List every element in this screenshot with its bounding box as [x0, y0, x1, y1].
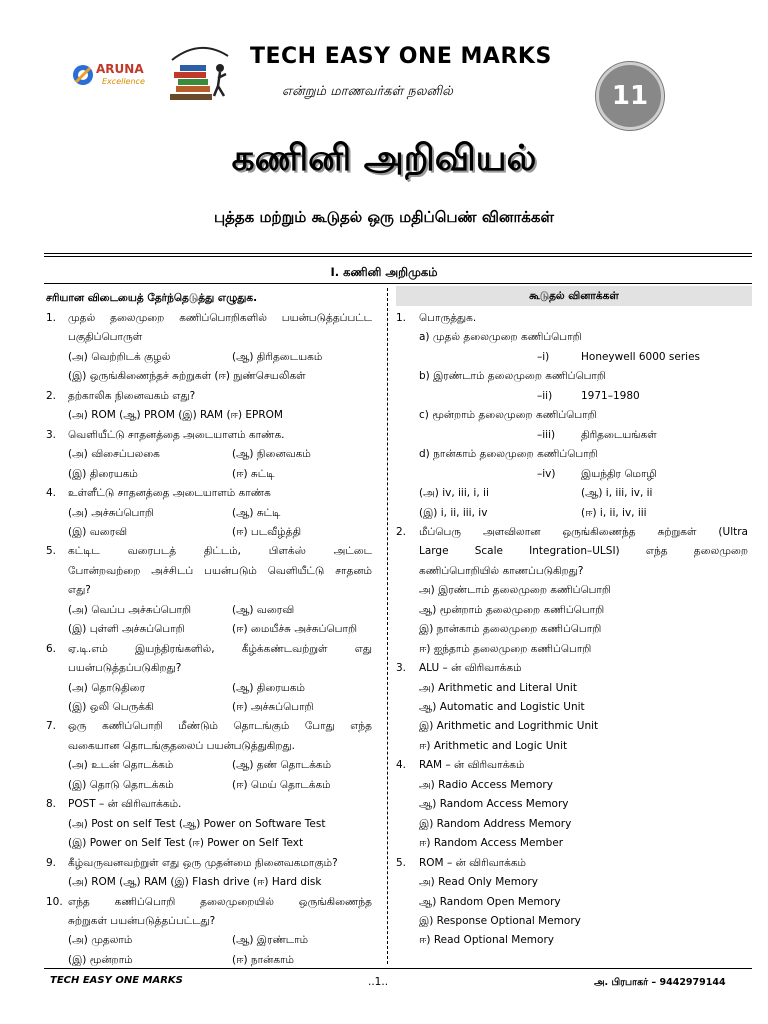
- right-line-text: c) மூன்றாம் தலைமுறை கணிப்பொறி: [419, 409, 597, 421]
- left-question-text: தற்காலிக நினைவகம் எது?: [68, 390, 196, 402]
- right-option-b: (ஈ) i, ii, iv, iii: [581, 507, 647, 519]
- right-question-text: ROM – ன் விரிவாக்கம்: [419, 857, 526, 869]
- left-line-text: (இ) ஒருங்கிணைந்தச் சுற்றுகள் (ஈ) நுண்செயலிகள்: [68, 370, 306, 382]
- right-line-text: ஆ) Random Access Memory: [419, 798, 569, 810]
- left-question-number: 2.: [46, 390, 57, 402]
- header-subtitle: என்றும் மாணவர்கள் நலனில்: [282, 84, 453, 99]
- left-option-b: (ஆ) திரிதடையகம்: [232, 351, 323, 363]
- left-option-a: (இ) மூன்றாம்: [68, 954, 133, 966]
- right-line-text: இ) Random Address Memory: [419, 818, 572, 830]
- left-option-a: (அ) வெப்ப அச்சுப்பொறி: [68, 604, 192, 616]
- right-match-value: Honeywell 6000 series: [581, 351, 701, 363]
- right-question-text: ALU – ன் விரிவாக்கம்: [419, 662, 522, 674]
- footer-left: TECH EASY ONE MARKS: [50, 975, 183, 986]
- right-line-text: அ) இரண்டாம் தலைமுறை கணிப்பொறி: [419, 584, 611, 596]
- left-option-b: (ஆ) சுட்டி: [232, 507, 281, 519]
- section-heading: I. கணினி அறிமுகம்: [330, 265, 438, 279]
- right-line-text: a) முதல் தலைமுறை கணிப்பொறி: [419, 331, 582, 343]
- aruna-logo-tag: Excellence: [102, 77, 145, 86]
- left-line-text: (அ) ROM (ஆ) RAM (இ) Flash drive (ஈ) Hard disk: [68, 876, 322, 888]
- left-line-text: சுற்றுகள் பயன்படுத்தப்பட்டது?: [68, 915, 216, 927]
- left-line-text: பகுதிப்பொருள்: [68, 331, 143, 343]
- left-line-text: (அ) Post on self Test (ஆ) Power on Software Test: [68, 818, 326, 830]
- right-line-text: அ) Arithmetic and Literal Unit: [419, 682, 577, 694]
- right-line-text: ஈ) Random Access Member: [419, 837, 564, 849]
- top-divider: [44, 253, 752, 254]
- right-line-text: ஈ) Arithmetic and Logic Unit: [419, 740, 568, 752]
- right-match-value: 1971–1980: [581, 390, 640, 402]
- footer-page-number: ..1..: [368, 976, 389, 988]
- top-divider-2: [44, 256, 752, 257]
- right-question-number: 2.: [396, 526, 407, 538]
- class-badge: 11: [596, 62, 664, 130]
- left-column-heading: சரியான விடையைத் தேர்ந்தெடுத்து எழுதுக.: [46, 292, 258, 304]
- right-line-text: அ) Read Only Memory: [419, 876, 538, 888]
- left-option-b: (ஈ) மெய் தொடக்கம்: [232, 779, 331, 791]
- left-option-a: (இ) ஒலி பெருக்கி: [68, 701, 154, 713]
- left-question-number: 10.: [46, 896, 63, 908]
- right-line-text: கணிப்பொறியில் காணப்படுகிறது?: [419, 565, 584, 577]
- right-question-number: 4.: [396, 759, 407, 771]
- footer-author: அ. பிரபாகர் – 9442979144: [594, 977, 726, 988]
- right-question-text: RAM – ன் விரிவாக்கம்: [419, 759, 525, 771]
- right-match-index: –ii): [537, 390, 553, 402]
- right-line-text: ஆ) Automatic and Logistic Unit: [419, 701, 585, 713]
- left-question-text: எந்த கணிப்பொறி தலைமுறையில் ஒருங்கிணைந்த: [68, 896, 372, 908]
- right-line-text: இ) நான்காம் தலைமுறை கணிப்பொறி: [419, 623, 602, 635]
- right-question-text: பொருத்துக.: [419, 312, 477, 324]
- right-column-heading: கூடுதல் வினாக்கள்: [396, 286, 752, 306]
- page-subtitle: புத்தக மற்றும் கூடுதல் ஒரு மதிப்பெண் வினாக்கள்: [213, 208, 555, 226]
- right-line-text: இ) Arithmetic and Logrithmic Unit: [419, 720, 599, 732]
- left-line-text: போன்றவற்றை அச்சிடப் பயன்படும் வெளியீட்டு சாதனம்: [68, 565, 372, 577]
- left-question-text: வெளியீட்டு சாதனத்தை அடையாளம் காண்க.: [68, 429, 285, 441]
- left-question-number: 9.: [46, 857, 57, 869]
- page-title: கணினி அறிவியல்: [231, 138, 537, 179]
- right-line-text: ஆ) Random Open Memory: [419, 896, 561, 908]
- footer-divider: [44, 968, 752, 969]
- right-line-text: அ) Radio Access Memory: [419, 779, 553, 791]
- left-question-number: 6.: [46, 643, 57, 655]
- left-option-b: (ஈ) படவீழ்த்தி: [232, 526, 302, 538]
- left-option-b: (ஆ) இரண்டாம்: [232, 934, 309, 946]
- right-option-b: (ஆ) i, iii, iv, ii: [581, 487, 653, 499]
- left-option-b: (ஈ) சுட்டி: [232, 468, 275, 480]
- left-option-b: (ஆ) திரையகம்: [232, 682, 305, 694]
- left-option-b: (ஆ) வரைவி: [232, 604, 295, 616]
- left-line-text: எது?: [68, 584, 91, 596]
- right-question-number: 1.: [396, 312, 407, 324]
- left-option-a: (அ) அச்சுப்பொறி: [68, 507, 154, 519]
- left-line-text: வகையான தொடங்குதலைப் பயன்படுத்துகிறது.: [68, 740, 295, 752]
- aruna-logo: [72, 60, 150, 90]
- left-option-a: (அ) வெற்றிடக் குழல்: [68, 351, 171, 363]
- left-question-text: ஏ.டி.எம் இயந்திரங்களில், கீழ்க்கண்டவற்றுள் எது: [68, 643, 372, 655]
- right-match-index: –iv): [537, 468, 556, 480]
- left-question-number: 7.: [46, 720, 57, 732]
- right-option-a: (இ) i, ii, iii, iv: [419, 507, 488, 519]
- left-option-b: (ஈ) அச்சுப்பொறி: [232, 701, 314, 713]
- header-title: TECH EASY ONE MARKS: [250, 44, 552, 69]
- left-question-text: POST – ன் விரிவாக்கம்.: [68, 798, 182, 810]
- left-option-a: (அ) முதலாம்: [68, 934, 133, 946]
- left-question-number: 8.: [46, 798, 57, 810]
- right-line-text: ஆ) மூன்றாம் தலைமுறை கணிப்பொறி: [419, 604, 605, 616]
- aruna-logo-text: ARUNA: [96, 62, 144, 76]
- left-question-text: கட்டிட வரைபடத் திட்டம், பிளக்ஸ் அட்டை: [68, 545, 372, 557]
- left-option-b: (ஈ) நான்காம்: [232, 954, 294, 966]
- right-match-value: இயந்திர மொழி: [581, 468, 657, 480]
- left-line-text: பயன்படுத்தப்படுகிறது?: [68, 662, 182, 674]
- left-question-text: உள்ளீட்டு சாதனத்தை அடையாளம் காண்க: [68, 487, 271, 499]
- right-line-text: இ) Response Optional Memory: [419, 915, 581, 927]
- right-line-text: ஈ) Read Optional Memory: [419, 934, 554, 946]
- left-question-text: ஒரு கணிப்பொறி மீண்டும் தொடங்கும் போது எந்த: [68, 720, 372, 732]
- section-divider: [44, 283, 752, 284]
- right-question-number: 5.: [396, 857, 407, 869]
- left-option-a: (இ) தொடு தொடக்கம்: [68, 779, 174, 791]
- right-question-text: மீப்பெரு அளவிலான ஒருங்கிணைந்த சுற்றுகள் (Ultra: [419, 526, 748, 538]
- left-option-a: (அ) தொடுதிரை: [68, 682, 146, 694]
- left-line-text: (அ) ROM (ஆ) PROM (இ) RAM (ஈ) EPROM: [68, 409, 283, 421]
- column-divider: [387, 288, 388, 964]
- right-question-number: 3.: [396, 662, 407, 674]
- right-line-text: b) இரண்டாம் தலைமுறை கணிப்பொறி: [419, 370, 606, 382]
- left-option-a: (அ) விசைப்பலகை: [68, 448, 160, 460]
- left-option-a: (இ) புள்ளி அச்சுப்பொறி: [68, 623, 185, 635]
- left-option-a: (இ) திரையகம்: [68, 468, 138, 480]
- left-option-a: (இ) வரைவி: [68, 526, 128, 538]
- right-line-text: d) நான்காம் தலைமுறை கணிப்பொறி: [419, 448, 598, 460]
- left-question-text: முதல் தலைமுறை கணிப்பொறிகளில் பயன்படுத்தப்பட்ட: [68, 312, 372, 324]
- left-question-number: 1.: [46, 312, 57, 324]
- left-question-number: 4.: [46, 487, 57, 499]
- right-match-index: –i): [537, 351, 550, 363]
- left-option-b: (ஆ) தண் தொடக்கம்: [232, 759, 332, 771]
- right-match-index: –iii): [537, 429, 556, 441]
- right-option-a: (அ) iv, iii, i, ii: [419, 487, 489, 499]
- left-question-text: கீழ்வருவனவற்றுள் எது ஒரு முதன்மை நினைவகமாகும்?: [68, 857, 338, 869]
- left-line-text: (இ) Power on Self Test (ஈ) Power on Self Text: [68, 837, 304, 849]
- books-logo-icon: [162, 42, 238, 106]
- left-option-b: (ஆ) நினைவகம்: [232, 448, 311, 460]
- left-question-number: 3.: [46, 429, 57, 441]
- left-option-a: (அ) உடன் தொடக்கம்: [68, 759, 174, 771]
- left-question-number: 5.: [46, 545, 57, 557]
- right-line-text: Large Scale Integration–ULSI) எந்த தலைமுறை: [419, 545, 748, 557]
- right-line-text: ஈ) ஐந்தாம் தலைமுறை கணிப்பொறி: [419, 643, 592, 655]
- right-match-value: திரிதடையங்கள்: [581, 429, 657, 441]
- left-option-b: (ஈ) மையீச்சு அச்சுப்பொறி: [232, 623, 357, 635]
